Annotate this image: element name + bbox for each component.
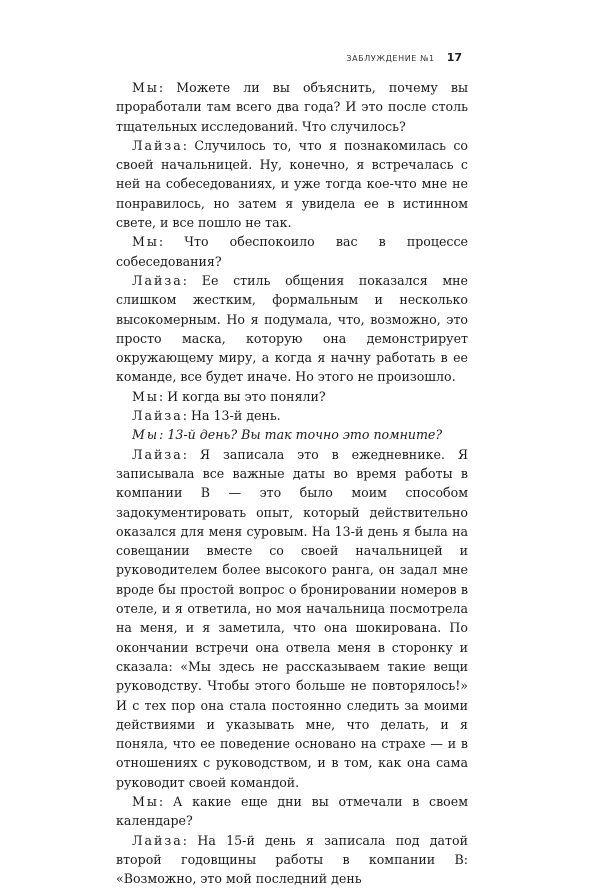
dialogue-text: : Я записала это в ежедневнике. Я записывала все важные даты во время работы в компании B — это было моим способом задокументировать опыт, который действительно оказался для меня суровым. На 13-й день я была на совещании вместе со своей начальницей и руководителем более высокого ранга, он задал мне вроде бы простой вопрос о бронировании номеров в отеле, и я ответила, но моя начальница посмотрела на меня, и я заметила, что она шокирована. По окончании встречи она отвела меня в сторонку и сказала: «Мы здесь не рассказываем такие вещи руководству. Чтобы этого больше не повторялось!» И с тех пор она стала постоянно следить за моими действиями и указывать мне, что делать, и я поняла, что ее поведение основано на страхе — и в отношениях с руководством, и в том, как она сама руководит своей командой. <box>116 446 468 790</box>
speaker-name: Лайза <box>132 272 183 288</box>
speaker-name: Лайза <box>132 832 183 848</box>
dialogue-paragraph <box>116 445 468 792</box>
page-number: 17 <box>446 51 462 64</box>
running-title: ЗАБЛУЖДЕНИЕ №1 <box>346 54 435 63</box>
dialogue-paragraph <box>116 387 468 406</box>
dialogue-text: : 13-й день? Вы так точно это помните? <box>159 427 443 443</box>
body-text <box>116 78 468 888</box>
dialogue-text: : Можете ли вы объяснить, почему вы проработали там всего два года? И это после столь тщательных исследований. Что случилось? <box>116 80 468 134</box>
speaker-name: Лайза <box>132 408 183 424</box>
dialogue-paragraph <box>116 271 468 387</box>
speaker-name: Мы <box>132 80 159 95</box>
dialogue-paragraph <box>116 792 468 831</box>
speaker-name: Лайза <box>132 137 183 153</box>
page-header <box>346 51 462 64</box>
dialogue-paragraph <box>116 831 468 888</box>
speaker-name: Мы <box>132 793 159 809</box>
dialogue-text: : Случилось то, что я познакомилась со своей начальницей. Ну, конечно, я встречалась с ней на собеседованиях, и уже тогда кое-что мне не понравилось, но затем я увидела ее в истинном свете, и все пошло не так. <box>116 137 468 231</box>
speaker-name: Мы <box>132 388 159 404</box>
speaker-name: Мы <box>132 234 159 250</box>
dialogue-text: : А какие еще дни вы отмечали в своем календаре? <box>116 793 468 829</box>
dialogue-paragraph <box>116 78 468 136</box>
dialogue-text: : Ее стиль общения показался мне слишком жестким, формальным и несколько высокомерным. Но я подумала, что, возможно, это просто маска, которую она демонстрирует окружающему миру, а когда я начну работать в ее команде, все будет иначе. Но этого не произошло. <box>116 272 468 385</box>
dialogue-text: : На 13-й день. <box>182 408 281 424</box>
dialogue-paragraph <box>116 425 468 444</box>
dialogue-text: : И когда вы это поняли? <box>158 388 326 404</box>
dialogue-text: : На 15-й день я записала под датой второй годовщины работы в компании B: «Возможно, это мой последний день <box>116 832 468 887</box>
dialogue-paragraph <box>116 232 468 271</box>
dialogue-paragraph <box>116 136 468 232</box>
dialogue-text: : Что обеспокоило вас в процессе собеседования? <box>116 234 468 269</box>
dialogue-paragraph <box>116 406 468 425</box>
speaker-name: Лайза <box>132 446 183 462</box>
speaker-name: Мы <box>132 427 160 443</box>
